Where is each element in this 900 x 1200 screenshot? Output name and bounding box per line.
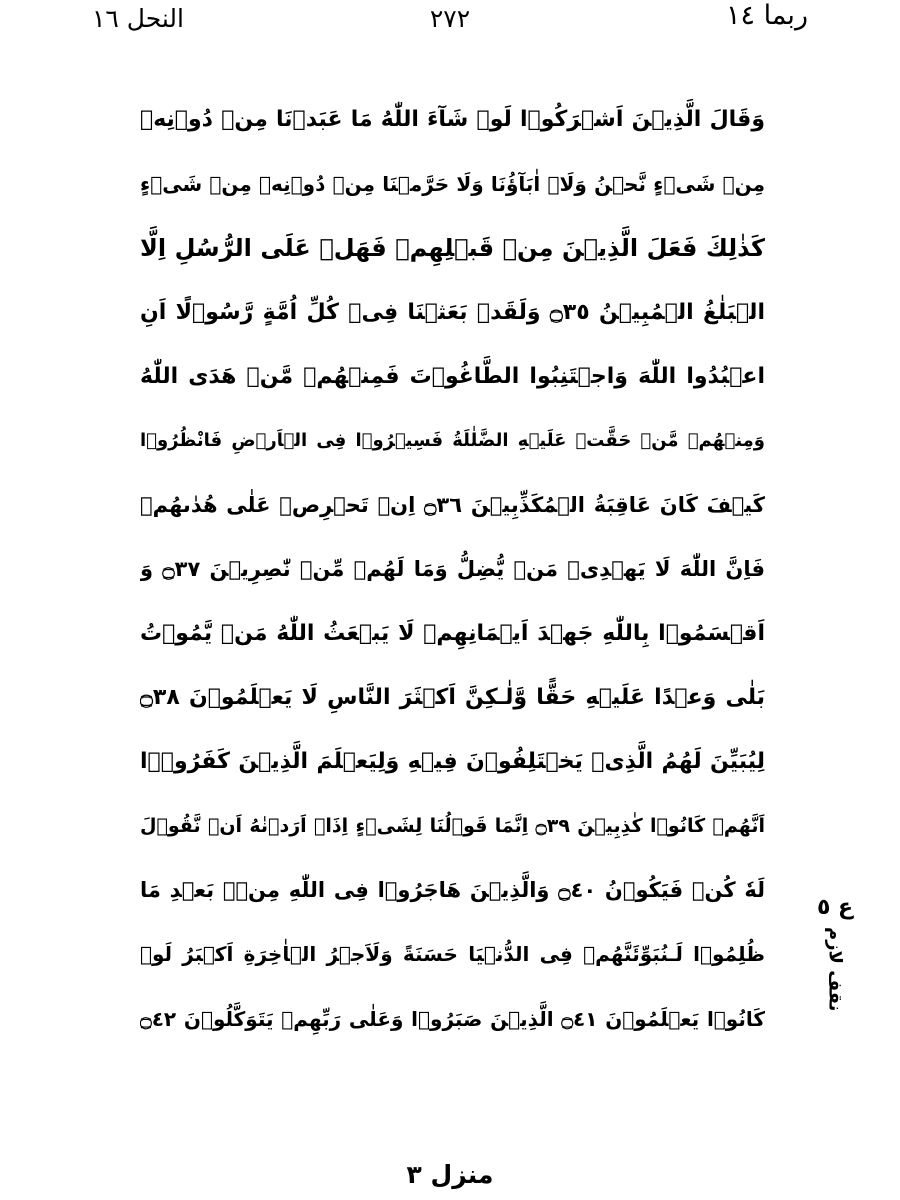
verse-line-11: لِيُبَيِّنَ لَهُمُ الَّذِىۡ يَخۡتَلِفُوۡنَ فِيۡهِ وَلِيَعۡلَمَ الَّذِيۡنَ كَفَرُوۡۤا [140,748,765,774]
margin-note [800,895,870,1085]
verse-line-14: ظُلِمُوۡا لَـنُبَوِّئَنَّهُمۡ فِى الدُّنۡيَا حَسَنَةً وَلَاَجۡرُ الۡاٰخِرَةِ اَكۡبَرُ لَوۡ [140,942,765,967]
verse-line-5: اعۡبُدُوا اللّٰهَ وَاجۡتَنِبُوا الطَّاغُوۡتَ فَمِنۡهُمۡ مَّنۡ هَدَى اللّٰهُ [140,363,765,389]
verse-line-9: اَقۡسَمُوۡا بِاللّٰهِ جَهۡدَ اَيۡمَانِهِمۡ لَا يَبۡعَثُ اللّٰهُ مَنۡ يَّمُوۡتُ [140,620,765,646]
verse-line-2: مِنۡ شَىۡءٍ نَّحۡنُ وَلَاۤ اٰبَآؤُنَا وَلَا حَرَّمۡنَا مِنۡ دُوۡنِهٖ مِنۡ شَىۡءٍ [140,172,765,197]
page-header [0,0,900,40]
verse-line-7: كَيۡفَ كَانَ عَاقِبَةُ الۡمُكَذِّبِيۡنَ ۝٣٦ اِنۡ تَحۡرِصۡ عَلٰى هُدٰٮهُمۡ [140,493,765,518]
juz-name: ربما ١٤ [726,0,808,31]
verse-line-8: فَاِنَّ اللّٰهَ لَا يَهۡدِىۡ مَنۡ يُّضِلُّ وَمَا لَهُمۡ مِّنۡ نّٰصِرِيۡنَ ۝٣٧ وَ [140,557,765,582]
surah-name: النحل ١٦ [92,4,184,33]
page-number: ٢٧٢ [429,4,471,33]
verse-line-6: وَمِنۡهُمۡ مَّنۡ حَقَّتۡ عَلَيۡهِ الضَّلٰلَةُ فَسِيۡرُوۡا فِى الۡاَرۡضِ فَانْظُرُوۡا [140,429,765,451]
verse-line-10: بَلٰى وَعۡدًا عَلَيۡهِ حَقًّا وَّلٰـكِنَّ اَكۡثَرَ النَّاسِ لَا يَعۡلَمُوۡنَ ۝٣٨ [140,684,765,710]
verse-line-15: كَانُوۡا يَعۡلَمُوۡنَ ۝٤١ الَّذِيۡنَ صَبَرُوۡا وَعَلٰى رَبِّهِمۡ يَتَوَكَّلُوۡنَ ۝٤٢ [140,1006,765,1031]
manzil-footer: منزل ٣ [406,1160,494,1189]
verse-line-1: وَقَالَ الَّذِيۡنَ اَشۡرَكُوۡا لَوۡ شَآءَ اللّٰهُ مَا عَبَدۡنَا مِنۡ دُوۡنِهٖ [140,107,765,132]
verse-line-3: كَذٰلِكَ فَعَلَ الَّذِيۡنَ مِنۡ قَبۡلِهِمۡ فَهَلۡ عَلَى الرُّسُلِ اِلَّا [140,234,765,263]
verse-line-4: الۡبَلٰغُ الۡمُبِيۡنُ ۝٣٥ وَلَقَدۡ بَعَثۡنَا فِىۡ كُلِّ اُمَّةٍ رَّسُوۡلًا اَنِ [140,299,765,325]
quran-text-block [140,88,765,1051]
verse-line-13: لَهٗ كُنۡ فَيَكُوۡنُ ۝٤٠ وَالَّذِيۡنَ هَاجَرُوۡا فِى اللّٰهِ مِنۡۢ بَعۡدِ مَا [140,878,765,903]
ruku-marker: ع ٥ [816,895,854,920]
stop-mark-note: نقف لازم [824,927,846,1012]
verse-line-12: اَنَّهُمۡ كَانُوۡا كٰذِبِيۡنَ ۝٣٩ اِنَّمَا قَوۡلُنَا لِشَىۡءٍ اِذَاۤ اَرَدۡنٰهُ اَنۡ نَّقُوۡلَ [140,815,765,838]
